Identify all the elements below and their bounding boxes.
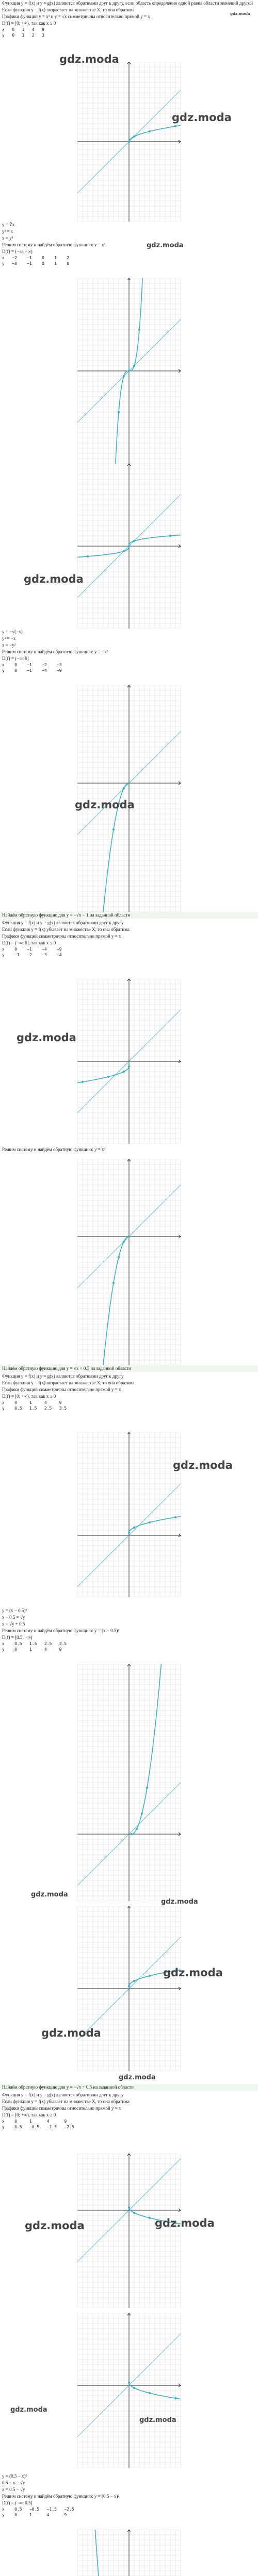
highlight-text: Найдём обратную функцию для y = √x + 0.5 на заданной области [2,1366,131,1371]
system-line: x = √y + 0.5 [2,1621,25,1626]
table-point [133,2212,135,2214]
table-point [131,1833,133,1835]
function-curve [132,1664,162,1834]
domain-text: D(f) = [0; +∞), так как x ≥ 0 [2,1394,56,1399]
table-point [112,1282,115,1284]
table-point [174,125,176,127]
system-line: x = y³ [2,235,13,241]
system-line: Решим систему и найдём обратную функцию: y = x³ [2,1147,106,1152]
value-table-row: y −8 −1 0 1 8 [2,261,70,266]
watermark: gdz.moda [31,1891,68,1899]
graph-3 [0,464,258,629]
statement: Графики функций симметричны относительно прямой y = x [2,1387,121,1392]
watermark: gdz.moda [17,1031,76,1044]
domain-text: D(f) = (−∞; 0], так как x ≤ 0 [2,940,56,945]
table-point [149,1975,151,1977]
table-point [133,1980,135,1982]
table-point [82,1081,84,1083]
table-point [128,545,130,547]
watermark: gdz.moda [10,2406,47,2414]
heading: Решим систему и найдём обратную функцию: y = (0.5 − x)² [2,2494,120,2499]
statement: Графики функций симметричны относительно прямой y = x [2,934,121,939]
table-point [128,1065,130,1067]
highlight-text: Найдём обратную функцию для y = −√x − 1 на заданной области [2,912,131,918]
table-point [149,1521,151,1523]
table-point [133,135,135,138]
domain-text: D(f) = [0; +∞), так как x ≥ 0 [2,2112,56,2117]
watermark: gdz.moda [173,1459,233,1471]
value-table-head: x 0 1 4 9 [2,27,44,32]
table-point [128,1985,130,1987]
section-5-text [0,920,258,958]
highlight-banner [0,2084,258,2091]
section-2-text [0,222,258,266]
section-8-text [0,1607,258,1652]
table-point [123,375,125,377]
watermark: gdz.moda [119,2074,156,2081]
table-point [133,365,135,367]
function-curve [103,1236,129,1365]
statement: Если функция y = f(x) убывает на множестве X, то она обратима [2,2099,130,2104]
value-table-row: y 0 1 2 3 [2,33,44,38]
table-point [128,370,130,372]
value-table-head: x −2 −1 0 1 2 [2,256,70,260]
statement: Если функция y = f(x) убывает на множестве X, то она обратима [2,927,130,932]
section-1-text [0,0,258,38]
table-point [123,787,125,789]
table-point [174,2397,176,2399]
system-line: x = 0.5 − √y [2,2487,25,2492]
watermark: gdz.moda [75,799,135,811]
heading: Решим систему и найдём обратную функцию: y = (x − 0.5)² [2,1628,120,1633]
system-line: y³ = x [2,229,13,234]
system-line: y² = −x [2,636,16,641]
value-table-head: x 0.5 −0.5 −1.5 −2.5 [2,2507,74,2512]
watermark: gdz.moda [139,2416,176,2424]
value-table-head: x 0 −1 −4 −9 [2,947,62,952]
table-point [133,1527,135,1529]
system-line: y = (x − 0.5)² [2,1608,27,1613]
domain-text: D(f) = [0.5; +∞) [2,1635,33,1640]
watermark: gdz.moda [172,111,232,124]
section-3-text [0,629,258,673]
value-table-head: x 0 −1 −2 −3 [2,663,62,667]
domain-text: D(f) = (−∞; 0] [2,656,29,661]
table-point [128,782,130,784]
watermark: gdz.moda [155,2217,215,2229]
watermark: gdz.moda [25,2219,85,2232]
system-line: x = −y² [2,642,16,648]
graph-1 [0,62,258,222]
table-point [112,828,115,831]
heading: Решим систему и найдём обратную функцию: y = −x² [2,649,108,654]
table-point [169,535,171,537]
table-point [123,1071,125,1073]
watermark: gdz.moda [24,573,84,585]
table-point [149,2392,151,2394]
graph-2 [0,278,258,464]
graph-8 [0,1664,258,1901]
statement: Если функция y = f(x) возрастает на множестве X, то она обратима [2,1380,135,1385]
statement: Графики функций симметричны относительно прямой y = x [2,2106,121,2111]
watermark: gdz.moda [163,1967,223,1979]
table-point [146,1787,148,1789]
table-point [128,2207,130,2209]
table-point [133,540,135,542]
section-7-text [0,1373,258,1411]
table-point [138,329,140,331]
value-table-row: y 0.5 −0.5 −1.5 −2.5 [2,2125,74,2129]
table-point [107,1076,109,1078]
graph-11 [0,2313,258,2468]
intro-text: Функция y = f(x) и y = g(x) являются обратными друг к другу [2,1374,124,1379]
intro-text: Функция y = f(x) и y = g(x) являются обратными друг к другу [2,2092,124,2097]
table-point [149,2217,151,2219]
section-10-text [0,2092,258,2130]
value-table-row: y 0.5 1.5 2.5 3.5 [2,1406,67,1411]
value-table-row: y −1 −2 −3 −4 [2,953,62,957]
system-line: y = (0.5 − x)² [2,2473,27,2479]
watermark: gdz.moda [230,12,250,16]
value-table-head: x 0 1 4 9 [2,1400,62,1405]
table-point [174,1516,176,1518]
watermark: gdz.moda [41,2027,101,2039]
value-table-row: y 0 −1 −4 −9 [2,668,62,673]
system-line: y = ∛x [2,222,15,227]
graph-5 [0,979,258,1144]
value-table-row: y 0 1 4 9 [2,1647,62,1652]
value-table-head: x 0 1 4 9 [2,2119,67,2124]
table-point [136,1828,138,1830]
highlight-text: Найдём обратную функцию для y = −√x + 0.5 на заданной области [2,2084,134,2090]
domain-text: D(f) = (−∞; 0.5] [2,2500,33,2505]
function-curve [94,2530,132,2576]
statement: Если функция y = f(x) возрастает на множестве X, то она обратима [2,7,135,12]
table-point [123,550,125,552]
graph-7 [0,1432,258,1597]
table-point [133,2387,135,2389]
watermark: gdz.moda [147,242,184,249]
section-12-text [0,2473,258,2518]
graph-9 [0,1906,258,2071]
table-point [128,1532,130,1534]
intro-text: Функция y = f(x) и y = g(x) являются обратными друг к другу [2,920,124,925]
heading: Решим систему и найдём обратную функцию: y = x³ [2,242,106,247]
highlight-banner [0,912,258,919]
statement: Графики функций y = x² и y = √x симметричны относительно прямой y = x [2,14,150,19]
section-6-text [0,1146,258,1153]
table-point [118,1256,120,1258]
value-table-row: y 0 1 4 9 [2,2513,67,2517]
graph-12 [0,2530,258,2576]
graph-6 [0,1159,258,1365]
domain-text: D(f) = [0; +∞), так как x ≥ 0 [2,21,56,26]
table-point [149,130,151,132]
highlight-banner [0,1365,258,1372]
table-point [128,2382,130,2384]
system-line: x − 0.5 = √y [2,1615,25,1620]
domain-text: D(f) = (−∞; +∞) [2,249,33,254]
value-table-head: x 0.5 1.5 2.5 3.5 [2,1641,67,1646]
table-point [141,1812,143,1815]
table-point [123,1241,125,1243]
table-point [118,411,120,413]
table-point [87,555,89,557]
table-point [128,1235,130,1238]
system-line: 0.5 − x = √y [2,2480,25,2485]
watermark: gdz.moda [59,53,119,65]
system-line: y = −√(−x) [2,629,23,634]
table-point [128,141,130,143]
watermark: gdz.moda [161,1898,198,1906]
intro-text: Функция y = f(x) и y = g(x) являются обратными друг к другу, если область определения одной равна области значений другой [2,1,253,6]
